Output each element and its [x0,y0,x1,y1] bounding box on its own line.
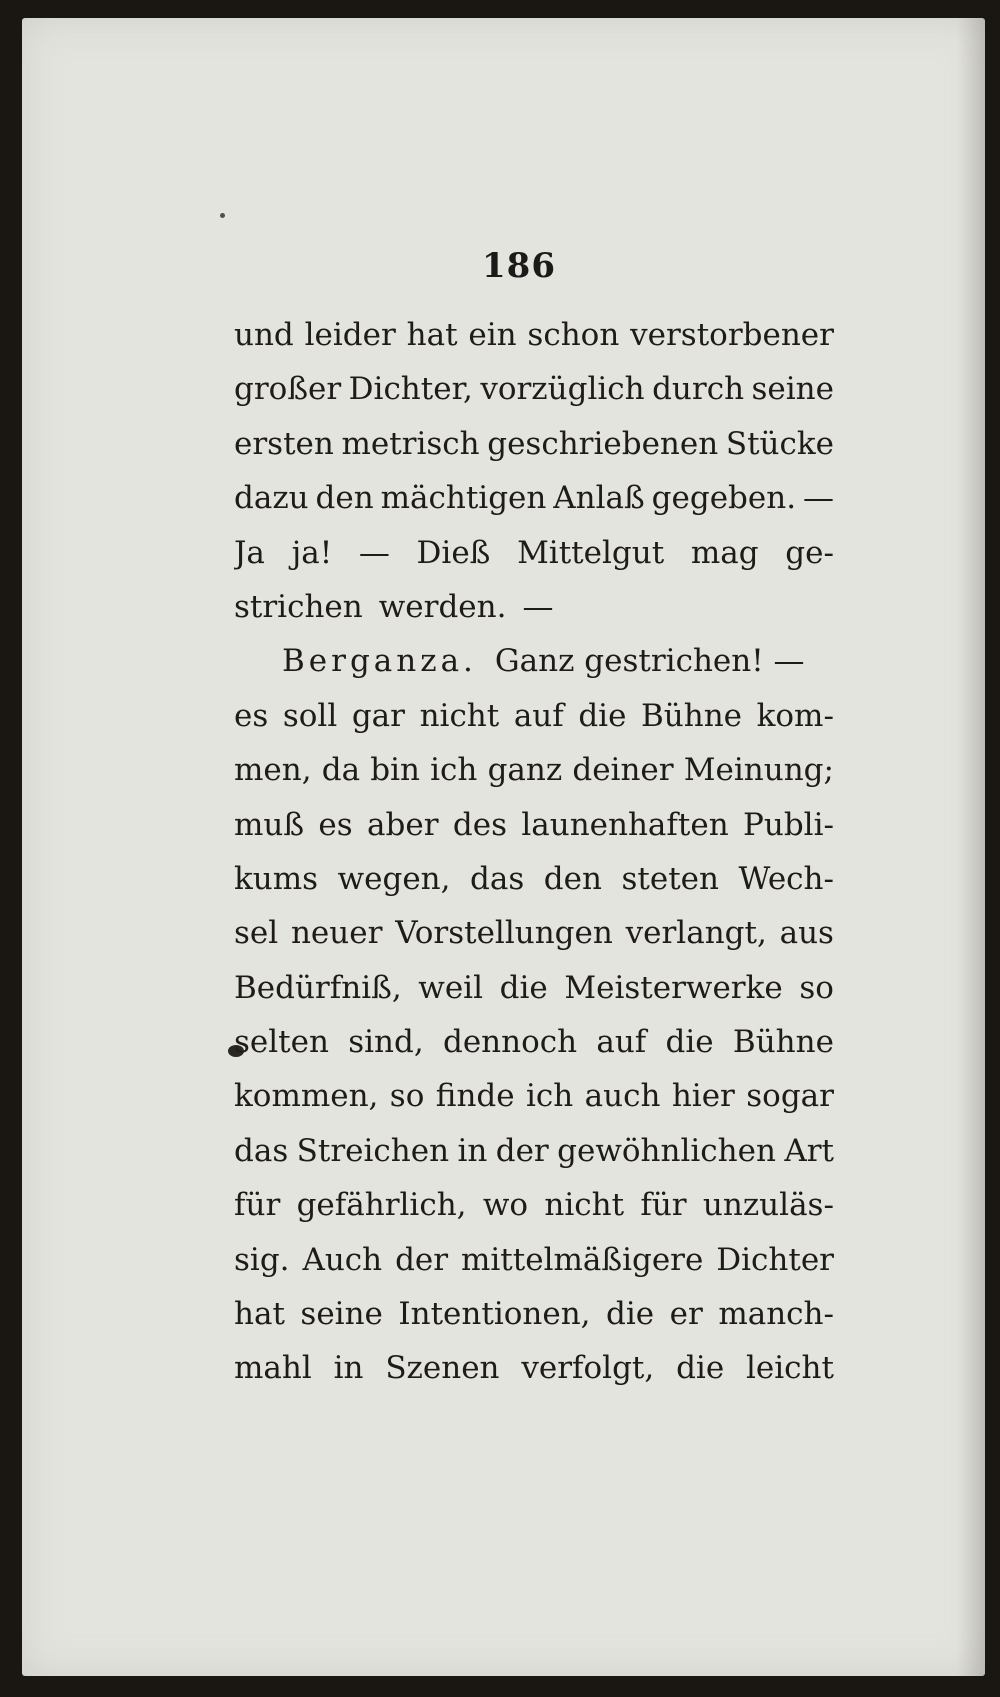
text-line: das Streichen in der gewöhnlichen Art [234,1132,834,1169]
text-line: sel neuer Vorstellungen verlangt, aus [234,915,834,952]
page-number: 186 [482,246,556,286]
text-line: Ja ja! — Dieß Mittelgut mag ge- [234,534,834,571]
text-line: kums wegen, das den steten Wech- [234,860,834,897]
text-line: für gefährlich, wo nicht für unzuläs- [234,1187,834,1224]
text-line: strichen werden. — [234,588,554,625]
text-line: hat seine Intentionen, die er manch- [234,1296,834,1333]
ink-speck [220,213,225,218]
text-line: muß es aber des launenhaften Publi- [234,806,834,843]
text-line: ersten metrisch geschriebenen Stücke [234,425,834,462]
text-line: dazu den mächtigen Anlaß gegeben. — [234,480,834,517]
text-line: Bedürfniß, weil die Meisterwerke so [234,969,834,1006]
body-text [234,308,834,1396]
paper-page [22,18,985,1676]
text-line: es soll gar nicht auf die Bühne kom- [234,697,834,734]
text-line: großer Dichter, vorzüglich durch seine [234,371,834,408]
speaker-name: Berganza. [282,643,477,680]
speaker-text: Ganz gestrichen! — [494,643,805,680]
text-line: sig. Auch der mittelmäßigere Dichter [234,1241,834,1278]
text-line: mahl in Szenen verfolgt, die leicht [234,1350,834,1387]
text-line: kommen, so finde ich auch hier sogar [234,1078,834,1115]
speaker-line [234,634,834,688]
text-line: und leider hat ein schon verstorbener [234,317,834,353]
text-line: selten sind, dennoch auf die Bühne [234,1024,834,1061]
page-edge-shadow [957,18,985,1676]
text-line: men, da bin ich ganz deiner Meinung; [234,752,834,789]
